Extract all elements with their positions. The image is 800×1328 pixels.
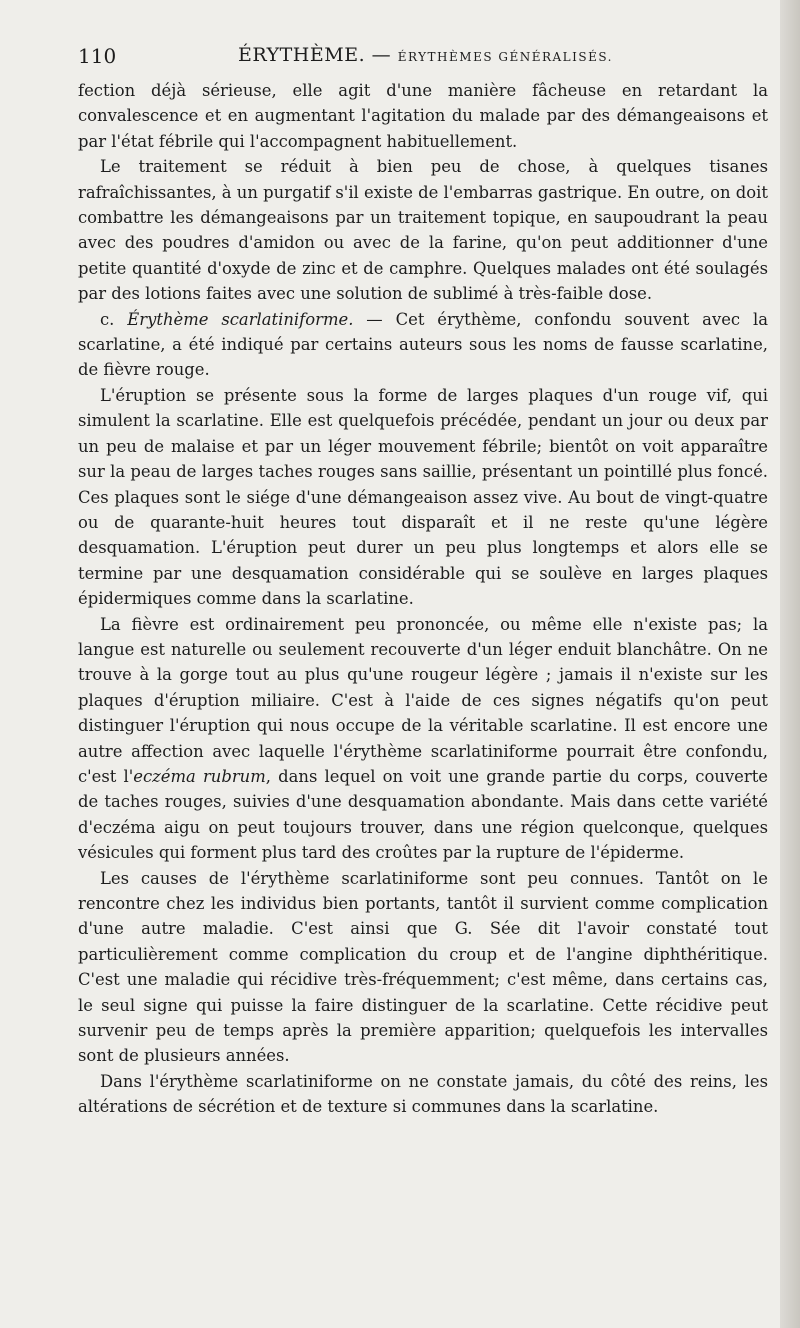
paragraph-1: fection déjà sérieuse, elle agit d'une manière fâcheuse en retardant la convalescence et en augmentant l'agitation du malade par des démangeaisons et par l'état fébrile qui l'accompagnent habituellement. bbox=[78, 81, 768, 151]
paragraph-5 bbox=[78, 612, 768, 866]
section-title: Érythème scarlatiniforme. bbox=[127, 309, 354, 329]
paragraph-3-text: — Cet érythème, confondu souvent avec la scarlatine, a été indiqué par certains auteurs sous les noms de fausse scarlatine, de fièvre rouge. bbox=[78, 309, 768, 380]
header-dash: — bbox=[371, 44, 392, 66]
header-title: ÉRYTHÈME. bbox=[238, 44, 366, 66]
paragraph-5-text-end: , dans lequel on voit une grande partie du corps, couverte de taches rouges, suivies d'une desquamation abondante. Mais dans cette variété d'eczéma aigu on peut toujours trouver, dans une région quelconque, quelques vésicules qui forment plus tard des croûtes par la rupture de l'épiderme. bbox=[78, 766, 768, 863]
paragraph-6: Les causes de l'érythème scarlatiniforme sont peu connues. Tantôt on le rencontre chez les individus bien portants, tantôt il survient comme complication d'une autre maladie. C'est ainsi que G. Sée dit l'avoir constaté tout particulièrement comme complication du croup et de l'angine diphthéritique. C'est une maladie qui récidive très-fréquemment; c'est même, dans certains cas, le seul signe qui puisse la faire distinguer de la scarlatine. Cette récidive peut survenir peu de temps après la première apparition; quelquefois les intervalles sont de plusieurs années. bbox=[78, 868, 768, 1066]
paragraph-3 bbox=[78, 307, 768, 383]
header-subtitle: ÉRYTHÈMES GÉNÉRALISÉS. bbox=[397, 50, 613, 64]
eczema-term: eczéma rubrum bbox=[133, 766, 266, 786]
paragraph-7: Dans l'érythème scarlatiniforme on ne constate jamais, du côté des reins, les altérations de sécrétion et de texture si communes dans la scarlatine. bbox=[78, 1071, 768, 1117]
paragraph-2: Le traitement se réduit à bien peu de chose, à quelques tisanes rafraîchissantes, à un purgatif s'il existe de l'embarras gastrique. En outre, on doit combattre les démangeaisons par un traitement topique, en saupoudrant la peau avec des poudres d'amidon ou avec de la farine, qu'on peut additionner d'une petite quantité d'oxyde de zinc et de camphre. Quelques malades ont été soulagés par des lotions faites avec une solution de sublimé à très-faible dose. bbox=[78, 157, 768, 304]
running-header bbox=[78, 44, 768, 70]
paragraph-5-text-start: La fièvre est ordinairement peu prononcée, ou même elle n'existe pas; la langue est naturelle ou seulement recouverte d'un léger enduit blanchâtre. On ne trouve à la gorge tout au plus qu'une rougeur légère ; jamais il n'existe sur les plaques d'éruption miliaire. C'est à l'aide de ces signes négatifs qu'on peut distinguer l'éruption qui nous occupe de la véritable scarlatine. Il est encore une autre affection avec laquelle l'érythème scarlatiniforme pourrait être confondu, c'est l' bbox=[78, 614, 768, 786]
paragraph-4: L'éruption se présente sous la forme de larges plaques d'un rouge vif, qui simulent la scarlatine. Elle est quelquefois précédée, pendant un jour ou deux par un peu de malaise et par un léger mouvement fébrile; bientôt on voit apparaître sur la peau de larges taches rouges sans saillie, présentant un pointillé plus foncé. Ces plaques sont le siége d'une démangeaison assez vive. Au bout de vingt-quatre ou de quarante-huit heures tout disparaît et il ne reste qu'une légère desquamation. L'éruption peut durer un peu plus longtemps et alors elle se termine par une desquamation considérable qui se soulève en larges plaques épidermiques comme dans la scarlatine. bbox=[78, 385, 768, 609]
body-text bbox=[78, 78, 768, 1120]
running-title bbox=[238, 44, 613, 66]
page-edge-shadow bbox=[780, 0, 800, 1328]
section-letter: c. bbox=[100, 309, 128, 329]
page-number: 110 bbox=[78, 44, 117, 68]
